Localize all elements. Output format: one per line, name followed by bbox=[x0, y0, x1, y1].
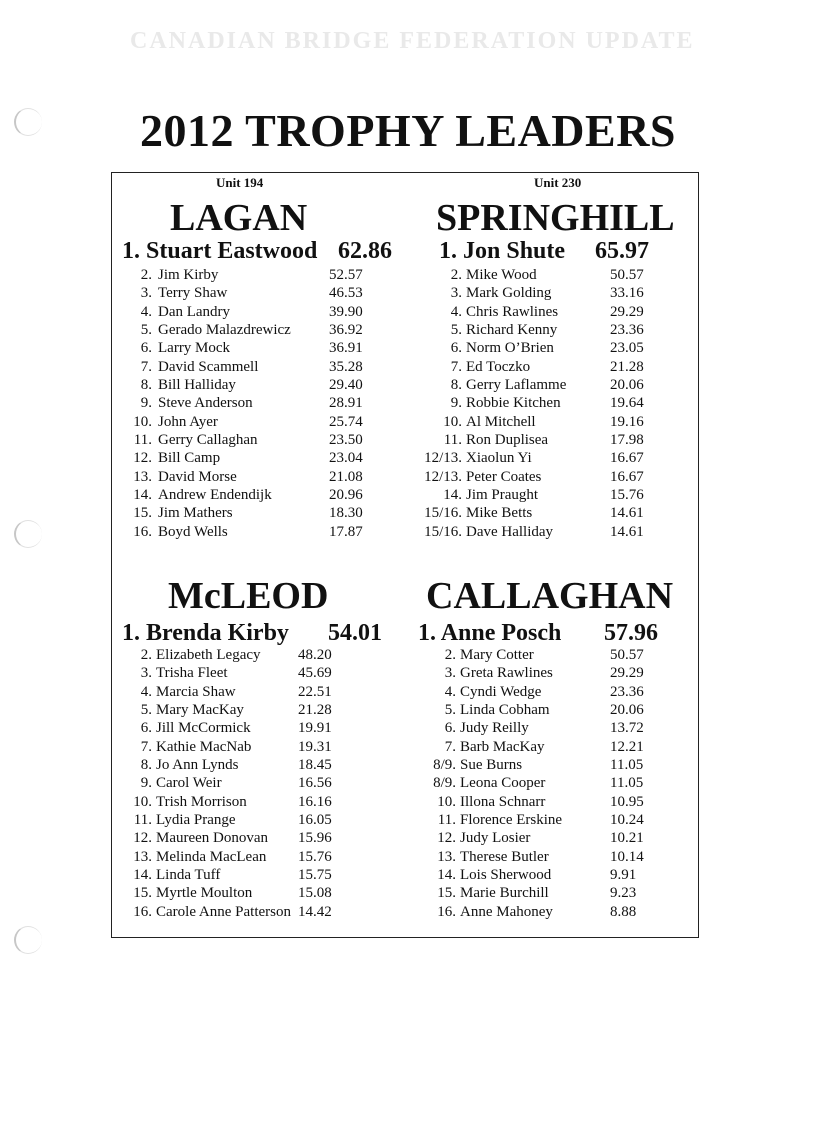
row-score: 23.50 bbox=[329, 432, 363, 449]
ranking-row bbox=[112, 866, 402, 884]
row-name: Chris Rawlines bbox=[466, 303, 559, 320]
ranking-row bbox=[112, 701, 402, 719]
row-name: Jim Mathers bbox=[158, 505, 233, 522]
row-score: 15.76 bbox=[298, 848, 332, 865]
row-rank: 14. bbox=[133, 867, 152, 884]
row-rank: 5. bbox=[140, 702, 152, 719]
row-rank: 2. bbox=[140, 267, 152, 283]
row-rank: 7. bbox=[450, 358, 462, 375]
row-score: 29.40 bbox=[329, 377, 363, 394]
row-name: Leona Cooper bbox=[460, 775, 546, 792]
row-rank: 12. bbox=[133, 830, 152, 847]
row-name: Gerado Malazdrewicz bbox=[158, 322, 291, 339]
leader-rank: 1. bbox=[122, 620, 140, 646]
row-score: 50.57 bbox=[610, 267, 644, 283]
row-rank: 6. bbox=[140, 340, 152, 357]
row-score: 14.42 bbox=[298, 903, 332, 920]
row-rank: 9. bbox=[450, 395, 462, 412]
row-rank: 12/13. bbox=[424, 468, 462, 485]
row-rank: 10. bbox=[133, 413, 152, 430]
leader-name: Jon Shute bbox=[463, 238, 566, 264]
row-rank: 6. bbox=[450, 340, 462, 357]
row-name: Carole Anne Patterson bbox=[156, 903, 291, 920]
row-name: Judy Losier bbox=[460, 830, 531, 847]
ranking-row bbox=[112, 394, 402, 412]
row-name: Sue Burns bbox=[460, 757, 523, 774]
ranking-row bbox=[112, 376, 402, 394]
row-name: Jim Praught bbox=[466, 487, 539, 504]
row-name: Jo Ann Lynds bbox=[156, 757, 239, 774]
ranking-row bbox=[112, 884, 402, 902]
leader-score: 65.97 bbox=[595, 238, 649, 264]
row-rank: 16. bbox=[133, 903, 152, 920]
row-rank: 5. bbox=[140, 322, 152, 339]
leader-rank: 1. bbox=[439, 238, 457, 264]
row-rank: 2. bbox=[450, 267, 462, 283]
ranking-row bbox=[112, 848, 402, 866]
club-name: CALLAGHAN bbox=[426, 575, 674, 617]
row-rank: 6. bbox=[140, 720, 152, 737]
leader-score: 54.01 bbox=[328, 620, 382, 646]
leader-name: Stuart Eastwood bbox=[146, 238, 318, 264]
row-rank: 12. bbox=[133, 450, 152, 467]
row-name: Marie Burchill bbox=[460, 885, 549, 902]
row-rank: 2. bbox=[140, 647, 152, 663]
row-score: 19.31 bbox=[298, 738, 332, 755]
row-name: Al Mitchell bbox=[466, 413, 536, 430]
row-rank: 12. bbox=[437, 830, 456, 847]
row-rank: 14. bbox=[437, 867, 456, 884]
ranking-row bbox=[112, 738, 402, 756]
row-score: 36.92 bbox=[329, 322, 363, 339]
row-score: 16.16 bbox=[298, 793, 332, 810]
ranking-row bbox=[112, 266, 402, 284]
row-name: Cyndi Wedge bbox=[460, 683, 542, 700]
ranking-row bbox=[112, 431, 402, 449]
row-name: Steve Anderson bbox=[158, 395, 253, 412]
row-rank: 7. bbox=[444, 738, 456, 755]
row-name: Judy Reilly bbox=[460, 720, 529, 737]
ranking-row bbox=[402, 884, 698, 902]
row-score: 15.08 bbox=[298, 885, 332, 902]
ranking-row bbox=[402, 449, 698, 467]
row-name: Gerry Laflamme bbox=[466, 377, 567, 394]
row-name: Carol Weir bbox=[156, 775, 222, 792]
row-score: 35.28 bbox=[329, 358, 363, 375]
ranking-row bbox=[112, 903, 402, 921]
row-name: Bill Camp bbox=[158, 450, 221, 467]
row-rank: 12/13. bbox=[424, 450, 462, 467]
ranking-row bbox=[402, 303, 698, 321]
row-name: Gerry Callaghan bbox=[158, 432, 258, 449]
ranking-row bbox=[402, 394, 698, 412]
row-rank: 16. bbox=[133, 523, 152, 540]
row-score: 10.95 bbox=[610, 793, 644, 810]
row-rank: 3. bbox=[444, 665, 456, 682]
row-score: 33.16 bbox=[610, 285, 644, 302]
ranking-row bbox=[402, 504, 698, 522]
club-leader bbox=[122, 238, 392, 264]
row-name: Larry Mock bbox=[158, 340, 231, 357]
ranking-row bbox=[402, 523, 698, 541]
ranking-list bbox=[402, 646, 698, 921]
row-score: 10.14 bbox=[610, 848, 644, 865]
ranking-list bbox=[112, 646, 402, 921]
ranking-row bbox=[402, 413, 698, 431]
row-rank: 6. bbox=[444, 720, 456, 737]
row-rank: 8/9. bbox=[433, 775, 456, 792]
ranking-row bbox=[112, 523, 402, 541]
row-score: 23.36 bbox=[610, 683, 644, 700]
ranking-row bbox=[402, 321, 698, 339]
row-name: Peter Coates bbox=[466, 468, 542, 485]
row-rank: 10. bbox=[437, 793, 456, 810]
ranking-row bbox=[402, 266, 698, 284]
row-score: 28.91 bbox=[329, 395, 363, 412]
row-score: 12.21 bbox=[610, 738, 644, 755]
ranking-row bbox=[112, 284, 402, 302]
row-score: 11.05 bbox=[610, 757, 644, 774]
row-rank: 8. bbox=[140, 757, 152, 774]
leader-score: 57.96 bbox=[604, 620, 658, 646]
row-score: 20.96 bbox=[329, 487, 363, 504]
ranking-row bbox=[402, 468, 698, 486]
unit-label: Unit 230 bbox=[534, 175, 582, 190]
row-rank: 13. bbox=[437, 848, 456, 865]
row-rank: 7. bbox=[140, 358, 152, 375]
row-rank: 13. bbox=[133, 468, 152, 485]
row-name: Dan Landry bbox=[158, 303, 231, 320]
club-name: SPRINGHILL bbox=[436, 197, 675, 239]
club-name: LAGAN bbox=[170, 197, 308, 239]
row-score: 17.98 bbox=[610, 432, 644, 449]
ranking-row bbox=[112, 504, 402, 522]
row-rank: 11. bbox=[443, 432, 462, 449]
unit-label: Unit 194 bbox=[216, 175, 264, 190]
row-rank: 4. bbox=[450, 303, 462, 320]
row-rank: 11. bbox=[133, 812, 152, 829]
row-name: Melinda MacLean bbox=[156, 848, 267, 865]
row-name: Elizabeth Legacy bbox=[156, 647, 261, 663]
club-leader bbox=[122, 620, 382, 646]
row-rank: 10. bbox=[133, 793, 152, 810]
row-rank: 8. bbox=[140, 377, 152, 394]
row-name: Robbie Kitchen bbox=[466, 395, 561, 412]
row-name: Linda Tuff bbox=[156, 867, 221, 884]
row-score: 18.30 bbox=[329, 505, 363, 522]
ranking-row bbox=[402, 358, 698, 376]
row-score: 13.72 bbox=[610, 720, 644, 737]
ranking-row bbox=[402, 701, 698, 719]
row-name: Mike Wood bbox=[466, 267, 537, 283]
row-rank: 15. bbox=[133, 505, 152, 522]
ranking-row bbox=[112, 811, 402, 829]
row-score: 10.24 bbox=[610, 812, 644, 829]
row-score: 46.53 bbox=[329, 285, 363, 302]
ranking-row bbox=[402, 866, 698, 884]
row-name: David Morse bbox=[158, 468, 237, 485]
row-rank: 15/16. bbox=[424, 505, 462, 522]
ranking-row bbox=[402, 848, 698, 866]
ranking-row bbox=[112, 719, 402, 737]
ranking-row bbox=[402, 376, 698, 394]
row-rank: 16. bbox=[437, 903, 456, 920]
binder-hole-bottom bbox=[14, 926, 42, 954]
row-score: 16.05 bbox=[298, 812, 332, 829]
row-name: Bill Halliday bbox=[158, 377, 236, 394]
ranking-row bbox=[402, 719, 698, 737]
row-score: 15.96 bbox=[298, 830, 332, 847]
row-name: Mark Golding bbox=[466, 285, 552, 302]
row-rank: 7. bbox=[140, 738, 152, 755]
row-name: Kathie MacNab bbox=[156, 738, 252, 755]
row-name: Andrew Endendijk bbox=[158, 487, 272, 504]
row-score: 16.67 bbox=[610, 450, 644, 467]
row-rank: 15. bbox=[133, 885, 152, 902]
row-score: 15.75 bbox=[298, 867, 332, 884]
row-rank: 11. bbox=[437, 812, 456, 829]
ranking-row bbox=[402, 774, 698, 792]
row-rank: 3. bbox=[140, 665, 152, 682]
ranking-row bbox=[112, 756, 402, 774]
ranking-row bbox=[112, 449, 402, 467]
binder-hole-middle bbox=[14, 520, 42, 548]
show-through-heading: CANADIAN BRIDGE FEDERATION UPDATE bbox=[130, 28, 695, 54]
row-rank: 5. bbox=[450, 322, 462, 339]
row-score: 15.76 bbox=[610, 487, 644, 504]
row-score: 9.91 bbox=[610, 867, 637, 884]
page-title: 2012 TROPHY LEADERS bbox=[139, 105, 677, 156]
row-score: 39.90 bbox=[329, 303, 363, 320]
ranking-row bbox=[112, 486, 402, 504]
row-rank: 9. bbox=[140, 395, 152, 412]
ranking-row bbox=[112, 646, 402, 664]
row-name: Terry Shaw bbox=[158, 285, 228, 302]
ranking-row bbox=[112, 774, 402, 792]
row-score: 25.74 bbox=[329, 413, 363, 430]
row-rank: 3. bbox=[140, 285, 152, 302]
ranking-row bbox=[402, 664, 698, 682]
row-rank: 3. bbox=[450, 285, 462, 302]
row-name: Linda Cobham bbox=[460, 702, 550, 719]
ranking-list bbox=[402, 266, 698, 541]
trophy-leaders-frame bbox=[111, 172, 699, 938]
ranking-row bbox=[112, 793, 402, 811]
ranking-row bbox=[402, 339, 698, 357]
row-name: Ron Duplisea bbox=[466, 432, 549, 449]
leader-score: 62.86 bbox=[338, 238, 392, 264]
row-rank: 14. bbox=[133, 487, 152, 504]
row-score: 21.08 bbox=[329, 468, 363, 485]
row-name: Therese Butler bbox=[460, 848, 549, 865]
row-name: Mary MacKay bbox=[156, 702, 244, 719]
row-name: Boyd Wells bbox=[158, 523, 228, 540]
row-score: 48.20 bbox=[298, 647, 332, 663]
row-name: Greta Rawlines bbox=[460, 665, 553, 682]
ranking-row bbox=[112, 829, 402, 847]
club-leader bbox=[418, 620, 658, 646]
row-rank: 13. bbox=[133, 848, 152, 865]
row-rank: 15. bbox=[437, 885, 456, 902]
row-name: Dave Halliday bbox=[466, 523, 554, 540]
club-leader bbox=[439, 238, 649, 264]
row-score: 50.57 bbox=[610, 647, 644, 663]
row-score: 16.56 bbox=[298, 775, 332, 792]
ranking-row bbox=[402, 683, 698, 701]
row-rank: 5. bbox=[444, 702, 456, 719]
row-rank: 15/16. bbox=[424, 523, 462, 540]
row-name: Ed Toczko bbox=[466, 358, 531, 375]
row-name: Myrtle Moulton bbox=[156, 885, 253, 902]
ranking-row bbox=[112, 683, 402, 701]
row-name: Norm O’Brien bbox=[466, 340, 554, 357]
row-score: 20.06 bbox=[610, 702, 644, 719]
row-score: 17.87 bbox=[329, 523, 363, 540]
row-score: 14.61 bbox=[610, 523, 644, 540]
row-rank: 8/9. bbox=[433, 757, 456, 774]
row-score: 22.51 bbox=[298, 683, 332, 700]
row-score: 11.05 bbox=[610, 775, 644, 792]
ranking-row bbox=[112, 358, 402, 376]
ranking-row bbox=[402, 756, 698, 774]
row-name: Barb MacKay bbox=[460, 738, 545, 755]
ranking-row bbox=[112, 468, 402, 486]
row-name: John Ayer bbox=[158, 413, 218, 430]
row-rank: 14. bbox=[443, 487, 462, 504]
row-rank: 10. bbox=[443, 413, 462, 430]
row-name: Jill McCormick bbox=[156, 720, 251, 737]
ranking-row bbox=[112, 413, 402, 431]
row-score: 23.36 bbox=[610, 322, 644, 339]
ranking-row bbox=[402, 829, 698, 847]
row-score: 19.16 bbox=[610, 413, 644, 430]
leader-rank: 1. bbox=[418, 620, 436, 646]
row-name: David Scammell bbox=[158, 358, 259, 375]
row-name: Richard Kenny bbox=[466, 322, 558, 339]
ranking-row bbox=[112, 664, 402, 682]
leader-name: Anne Posch bbox=[440, 620, 562, 646]
row-rank: 4. bbox=[140, 303, 152, 320]
ranking-row bbox=[402, 793, 698, 811]
row-score: 45.69 bbox=[298, 665, 332, 682]
ranking-row bbox=[112, 303, 402, 321]
row-name: Illona Schnarr bbox=[460, 793, 546, 810]
row-score: 29.29 bbox=[610, 303, 644, 320]
ranking-row bbox=[402, 646, 698, 664]
row-name: Lois Sherwood bbox=[460, 867, 552, 884]
row-name: Mary Cotter bbox=[460, 647, 534, 663]
row-score: 21.28 bbox=[610, 358, 644, 375]
row-score: 36.91 bbox=[329, 340, 363, 357]
row-score: 10.21 bbox=[610, 830, 644, 847]
ranking-row bbox=[402, 738, 698, 756]
row-score: 14.61 bbox=[610, 505, 644, 522]
row-name: Jim Kirby bbox=[158, 267, 219, 283]
row-score: 23.05 bbox=[610, 340, 644, 357]
club-name: McLEOD bbox=[168, 575, 329, 617]
row-score: 8.88 bbox=[610, 903, 637, 920]
row-name: Anne Mahoney bbox=[460, 903, 553, 920]
row-score: 20.06 bbox=[610, 377, 644, 394]
row-rank: 11. bbox=[133, 432, 152, 449]
row-name: Xiaolun Yi bbox=[466, 450, 532, 467]
row-score: 21.28 bbox=[298, 702, 332, 719]
row-score: 19.64 bbox=[610, 395, 644, 412]
row-rank: 9. bbox=[140, 775, 152, 792]
row-score: 29.29 bbox=[610, 665, 644, 682]
ranking-row bbox=[402, 284, 698, 302]
leader-rank: 1. bbox=[122, 238, 140, 264]
leader-name: Brenda Kirby bbox=[146, 620, 289, 646]
ranking-row bbox=[402, 903, 698, 921]
row-rank: 4. bbox=[444, 683, 456, 700]
ranking-row bbox=[112, 339, 402, 357]
ranking-row bbox=[402, 431, 698, 449]
row-rank: 8. bbox=[450, 377, 462, 394]
ranking-row bbox=[402, 811, 698, 829]
row-name: Maureen Donovan bbox=[156, 830, 269, 847]
row-rank: 4. bbox=[140, 683, 152, 700]
row-score: 16.67 bbox=[610, 468, 644, 485]
row-name: Lydia Prange bbox=[156, 812, 236, 829]
row-score: 19.91 bbox=[298, 720, 332, 737]
row-name: Marcia Shaw bbox=[156, 683, 236, 700]
row-name: Trish Morrison bbox=[156, 793, 247, 810]
row-name: Florence Erskine bbox=[460, 812, 563, 829]
row-score: 18.45 bbox=[298, 757, 332, 774]
ranking-row bbox=[402, 486, 698, 504]
row-rank: 2. bbox=[444, 647, 456, 663]
row-name: Trisha Fleet bbox=[156, 665, 228, 682]
ranking-list bbox=[112, 266, 402, 541]
row-score: 23.04 bbox=[329, 450, 363, 467]
row-score: 52.57 bbox=[329, 267, 363, 283]
row-score: 9.23 bbox=[610, 885, 637, 902]
row-name: Mike Betts bbox=[466, 505, 533, 522]
ranking-row bbox=[112, 321, 402, 339]
